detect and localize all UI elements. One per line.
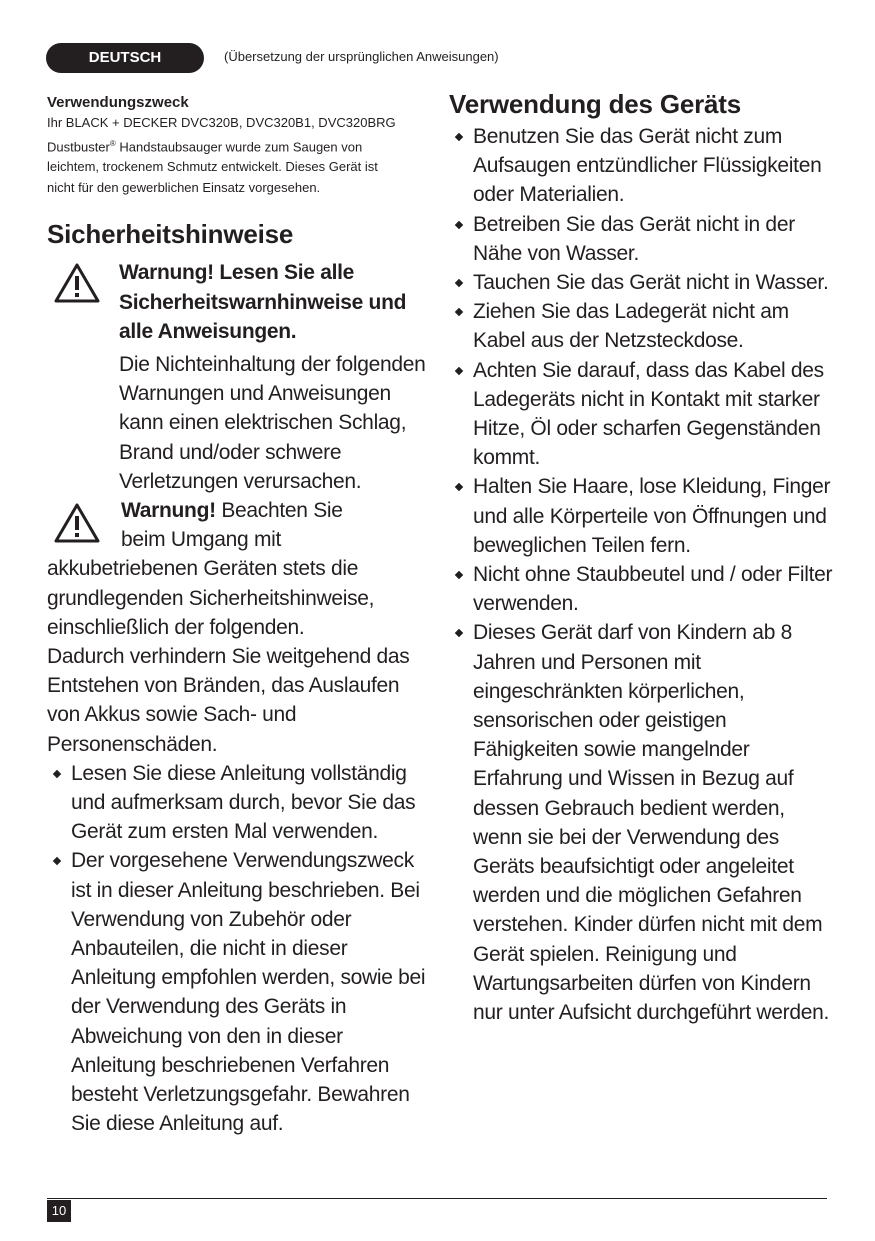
list-item: Lesen Sie diese Anleitung vollständig und aufmerksam durch, bevor Sie das Gerät zum ersten Mal verwenden. [47,759,427,847]
intended-use-line: leichtem, trockenem Schmutz entwickelt. Dieses Gerät ist [47,159,378,175]
right-column [449,88,834,1027]
list-item: Nicht ohne Staubbeutel und / oder Filter verwenden. [449,560,834,618]
list-item: Tauchen Sie das Gerät nicht in Wasser. [449,268,834,297]
intended-use-text [47,113,427,198]
registered-mark: ® [109,138,116,148]
warning-2-line: beim Umgang mit [121,528,282,552]
intended-use-line: nicht für den gewerblichen Einsatz vorgesehen. [47,179,321,195]
list-item: Benutzen Sie das Gerät nicht zum Aufsaugen entzündlicher Flüssigkeiten oder Materialien. [449,122,834,210]
intended-use-line: Handstaubsauger wurde zum Saugen von [115,138,363,154]
list-item: Achten Sie darauf, dass das Kabel des Ladegeräts nicht in Kontakt mit starker Hitze, Öl oder scharfen Gegenständen kommt. [449,356,834,473]
page-number: 10 [47,1200,71,1222]
intended-use-line: Ihr BLACK + DECKER DVC320B, DVC320B1, DVC320BRG [47,115,396,130]
warning-triangle-icon [53,502,101,544]
list-item: Betreiben Sie das Gerät nicht in der Nähe von Wasser. [449,210,834,268]
intended-use-heading: Verwendungszweck [47,94,189,111]
list-item: Halten Sie Haare, lose Kleidung, Finger und alle Körperteile von Öffnungen und beweglichen Teilen fern. [449,472,834,560]
intended-use-line: Dustbuster [47,138,110,154]
left-column [47,93,427,1138]
warning-2-lead [121,496,427,525]
warning-block-1 [47,258,427,496]
device-use-heading: Verwendung des Geräts [449,89,742,119]
warning-block-2 [47,496,427,759]
list-item: Ziehen Sie das Ladegerät nicht am Kabel aus der Netzsteckdose. [449,297,834,355]
list-item: Dieses Gerät darf von Kindern ab 8 Jahren und Personen mit eingeschränkten körperlichen, sensorischen oder geistigen Fähigkeiten sowie mangelnder Erfahrung und Wissen in Bezug auf dessen Gebrauch bedient werden, wenn sie bei der Verwendung des Geräts beaufsichtigt oder angeleitet werden und die möglichen Gefahren verstehen. Kinder dürfen nicht mit dem Gerät spielen. Reinigung und Wartungsarbeiten dürfen von Kindern nur unter Aufsicht durchgeführt werden. [449,618,834,1027]
warning-1-title: Warnung! Lesen Sie alle Sicherheitswarnhinweise und alle Anweisungen. [119,261,407,343]
language-tab: DEUTSCH [46,43,204,73]
safety-paragraph: Dadurch verhindern Sie weitgehend das Entstehen von Bränden, das Auslaufen von Akkus sowie Sach- und Personenschäden. [47,644,410,756]
list-item: Der vorgesehene Verwendungszweck ist in dieser Anleitung beschrieben. Bei Verwendung von Zubehör oder Anbauteilen, die nicht in dieser Anleitung empfohlen werden, sowie bei der Verwendung des Geräts in Abweichung von den in dieser Anleitung beschriebenen Verfahren besteht Verletzungsgefahr. Bewahren Sie diese Anleitung auf. [47,846,427,1138]
warning-1-text: Die Nichteinhaltung der folgenden Warnungen und Anweisungen kann einen elektrischen Schlag, Brand und/oder schwere Verletzungen verursachen. [119,352,426,493]
device-use-bullet-list [449,122,834,1027]
safety-heading: Sicherheitshinweise [47,219,294,250]
warning-2-text: akkubetriebenen Geräten stets die grundlegenden Sicherheitshinweise, einschließlich der folgenden. [47,557,375,639]
warning-2-title: Warnung! [121,498,216,522]
warning-2-line: Beachten Sie [215,498,343,522]
translation-note: (Übersetzung der ursprünglichen Anweisungen) [224,49,499,64]
warning-triangle-icon [53,262,101,304]
safety-bullet-list [47,759,427,1139]
footer-rule [47,1198,827,1199]
